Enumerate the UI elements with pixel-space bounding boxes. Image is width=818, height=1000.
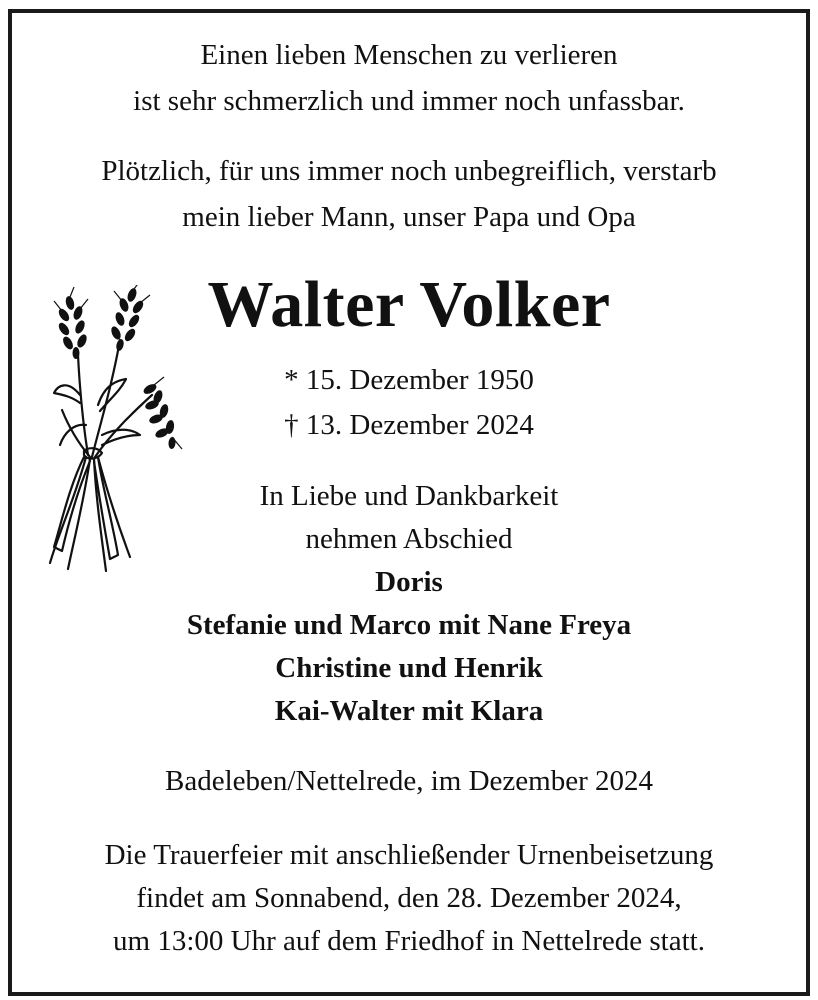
death-announcement	[0, 148, 818, 240]
intro-line-2: ist sehr schmerzlich und immer noch unfassbar.	[133, 85, 685, 117]
birth-date: * 15. Dezember 1950	[284, 364, 534, 396]
farewell-line-2: nehmen Abschied	[305, 523, 513, 555]
funeral-details-line-3: um 13:00 Uhr auf dem Friedhof in Nettelrede statt.	[113, 925, 705, 957]
mourner-name: Stefanie und Marco mit Nane Freya	[186, 609, 632, 641]
farewell-line-1: In Liebe und Dankbarkeit	[259, 480, 559, 512]
death-date: † 13. Dezember 2024	[284, 409, 534, 441]
farewell-phrase	[0, 475, 818, 561]
place-date-line: Badeleben/Nettelrede, im Dezember 2024	[165, 765, 653, 797]
mourner-name: Christine und Henrik	[275, 652, 543, 684]
death-announcement-line-1: Plötzlich, für uns immer noch unbegreiflich, verstarb	[101, 155, 717, 187]
mourners-list	[0, 561, 818, 733]
death-announcement-line-2: mein lieber Mann, unser Papa und Opa	[182, 201, 636, 233]
place-and-date	[0, 758, 818, 804]
intro-verse	[0, 32, 818, 124]
funeral-details-line-2: findet am Sonnabend, den 28. Dezember 2024,	[136, 882, 682, 914]
mourner-name: Kai-Walter mit Klara	[274, 695, 544, 727]
mourner-name: Doris	[375, 566, 443, 598]
life-dates	[0, 358, 818, 448]
funeral-details-line-1: Die Trauerfeier mit anschließender Urnenbeisetzung	[104, 839, 714, 871]
intro-line-1: Einen lieben Menschen zu verlieren	[200, 39, 618, 71]
funeral-details	[0, 834, 818, 963]
deceased-name: Walter Volker	[207, 268, 611, 341]
